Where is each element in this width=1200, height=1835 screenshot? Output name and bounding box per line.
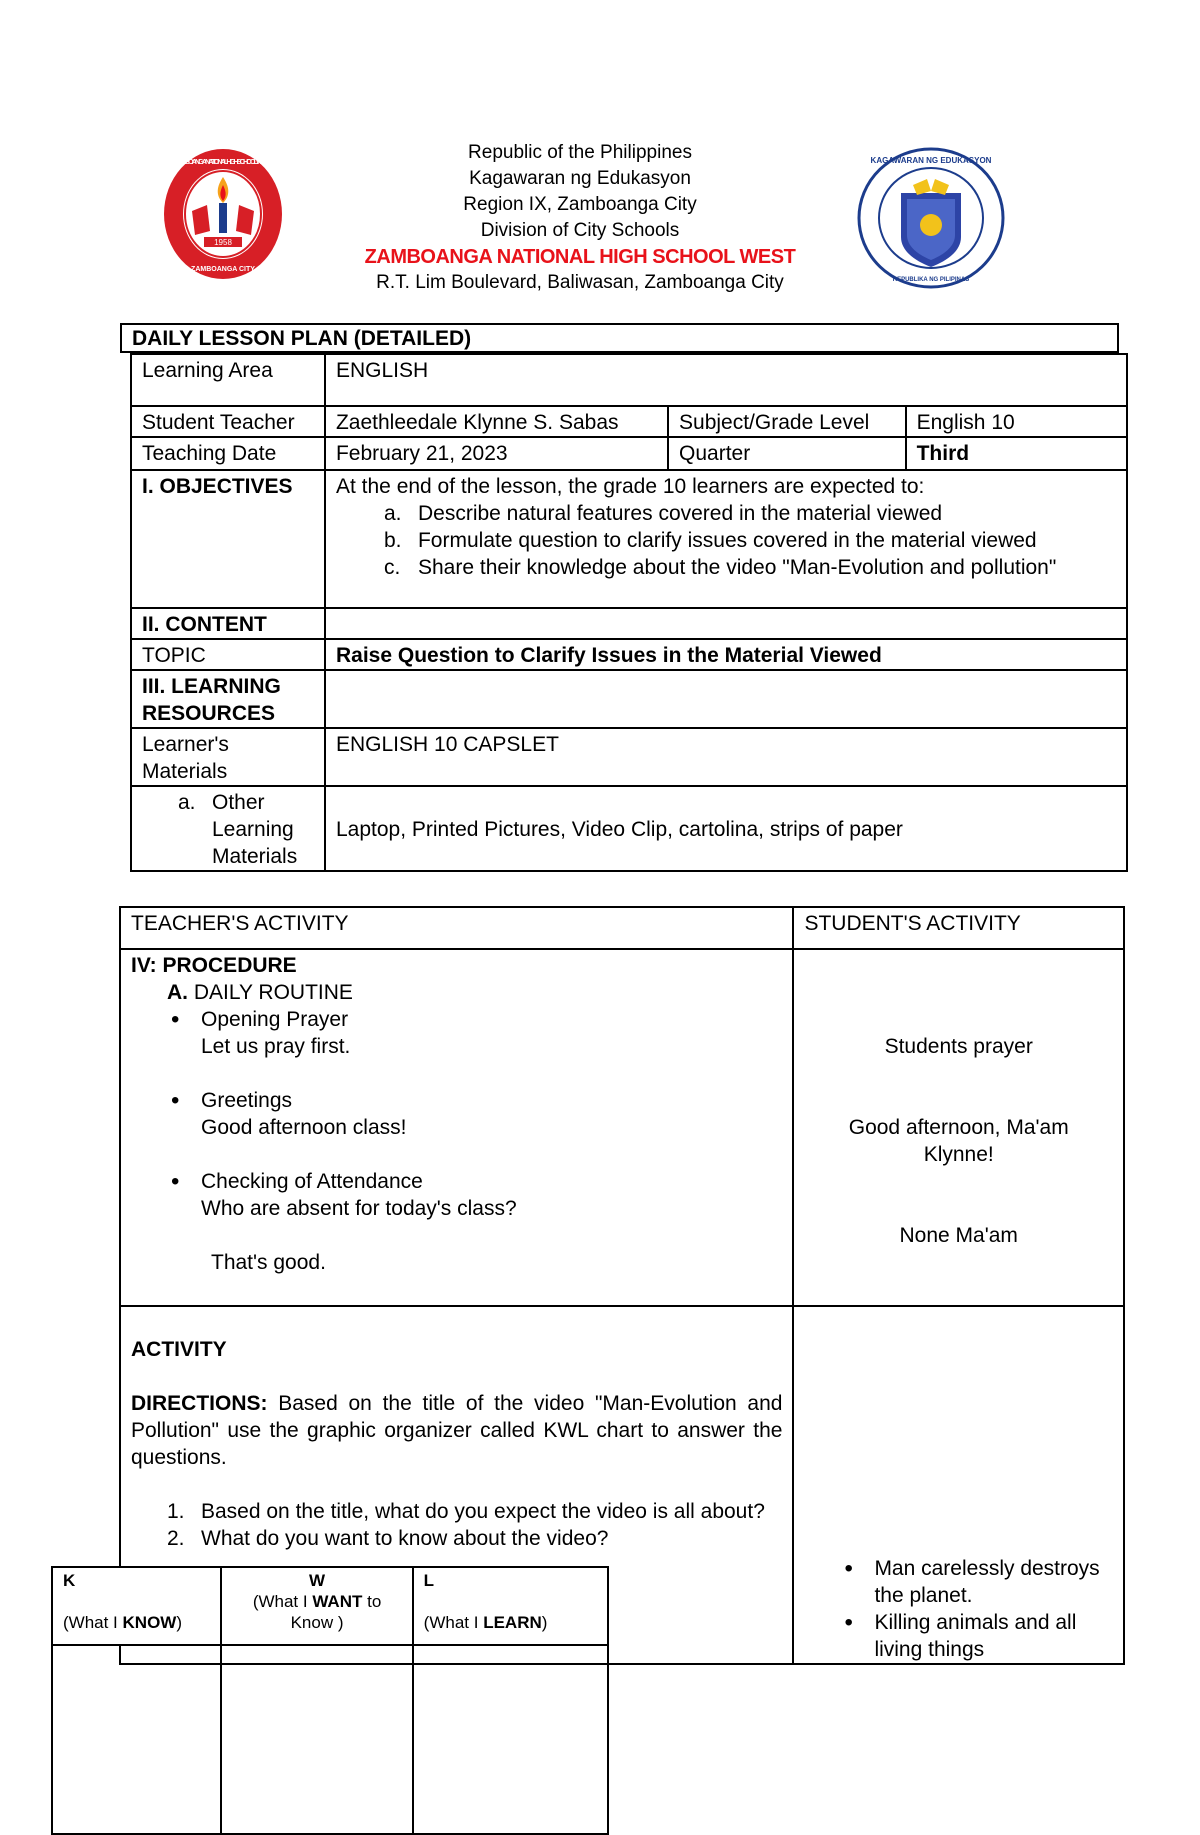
greetings-label: • Greetings	[201, 1089, 293, 1112]
content-label: II. CONTENT	[131, 608, 325, 639]
kwl-l-text	[424, 1612, 597, 1633]
topic-row	[131, 639, 1127, 670]
question-item	[131, 1525, 782, 1552]
kwl-l-post: )	[541, 1613, 548, 1632]
kwl-l-answer	[413, 1645, 608, 1834]
other-materials-row	[131, 786, 1127, 871]
quarter-value: Third	[906, 437, 1127, 470]
objective-text: Formulate question to clarify issues covered in the material viewed	[417, 529, 1037, 552]
kwl-w-text	[232, 1591, 401, 1633]
other-materials-label-cell	[131, 786, 325, 871]
student-teacher-value: Zaethleedale Klynne S. Sabas	[325, 406, 668, 437]
resources-value	[325, 670, 1127, 728]
kwl-table	[51, 1566, 609, 1835]
procedure-title: IV: PROCEDURE	[131, 954, 297, 977]
school-name: ZAMBOANGA NATIONAL HIGH SCHOOL WEST	[364, 246, 796, 268]
objectives-cell	[325, 470, 1127, 608]
subject-value: English 10	[906, 406, 1127, 437]
student-activity-cell	[793, 1306, 1124, 1664]
attendance-label: • Checking of Attendance	[201, 1170, 423, 1193]
daily-routine-heading	[131, 979, 782, 1006]
question-list	[131, 1498, 782, 1552]
learners-materials-value: ENGLISH 10 CAPSLET	[325, 728, 1127, 786]
kwl-w-bold: WANT	[312, 1592, 363, 1611]
kwl-k-text	[63, 1612, 210, 1633]
student-spacer	[804, 952, 1113, 1033]
student-routine-cell	[793, 949, 1124, 1306]
kwl-l-letter: L	[423, 1571, 435, 1590]
region-line: Region IX, Zamboanga City	[463, 194, 697, 215]
objective-item	[336, 554, 1116, 581]
kwl-k-letter: K	[63, 1571, 76, 1590]
question-marker: 2.	[167, 1527, 185, 1550]
subject-label: Subject/Grade Level	[668, 406, 906, 437]
activity-spacer	[131, 1471, 782, 1498]
routine-marker: A.	[167, 981, 188, 1004]
kwl-w-pre: (What I	[252, 1592, 313, 1611]
letterhead	[330, 140, 830, 296]
procedure-table	[119, 906, 1125, 1665]
activity-spacer	[131, 1309, 782, 1336]
good-text: That's good.	[211, 1251, 326, 1274]
objective-text: Describe natural features covered in the material viewed	[417, 502, 943, 525]
teacher-activity-header: TEACHER'S ACTIVITY	[120, 907, 793, 949]
kwl-k-answer	[52, 1645, 221, 1834]
other-materials-value: Laptop, Printed Pictures, Video Clip, cartolina, strips of paper	[325, 786, 1127, 871]
student-spacer	[804, 1309, 1113, 1555]
routine-list	[131, 1006, 782, 1222]
objective-marker: c.	[383, 556, 401, 579]
kwl-l-pre: (What I	[423, 1613, 484, 1632]
objectives-intro: At the end of the lesson, the grade 10 learners are expected to:	[335, 475, 925, 498]
teaching-date-row	[131, 437, 1127, 470]
kwl-k-pre: (What I	[63, 1613, 123, 1632]
other-materials-item	[142, 789, 312, 870]
directions-text: Based on the title of the video "Man-Evolution and Pollution" use the graphic organizer called KWL chart to answer the questions.	[131, 1392, 783, 1469]
prayer-text: Let us pray first.	[201, 1035, 351, 1058]
directions-label: DIRECTIONS:	[131, 1392, 268, 1415]
objectives-label: I. OBJECTIVES	[131, 470, 325, 608]
kwl-spacer	[424, 1591, 597, 1612]
learners-materials-label: Learner's Materials	[131, 728, 325, 786]
routine-item	[131, 1006, 782, 1060]
kwl-l-header	[413, 1567, 608, 1645]
seal-year: 1958	[214, 238, 232, 247]
question-text: What do you want to know about the video?	[201, 1527, 609, 1550]
student-answer-list	[804, 1555, 1113, 1663]
objective-item	[336, 527, 1116, 554]
learning-area-value: ENGLISH	[325, 354, 1127, 406]
routine-label: DAILY ROUTINE	[193, 981, 353, 1004]
activity-label: ACTIVITY	[131, 1338, 227, 1361]
kwl-w-letter: W	[309, 1571, 326, 1590]
kwl-answer-row	[52, 1645, 608, 1834]
routine-item	[131, 1087, 782, 1141]
kwl-k-post: )	[176, 1613, 183, 1632]
other-materials-label: Other Learning Materials	[212, 791, 298, 868]
kwl-w-answer	[221, 1645, 412, 1834]
department-line: Kagawaran ng Edukasyon	[469, 168, 691, 189]
topic-label: TOPIC	[131, 639, 325, 670]
learners-materials-row	[131, 728, 1127, 786]
student-teacher-label: Student Teacher	[131, 406, 325, 437]
student-answer: • Killing animals and all living things	[804, 1609, 1103, 1663]
content-value	[325, 608, 1127, 639]
student-spacer	[804, 1060, 1113, 1114]
quarter-label: Quarter	[668, 437, 906, 470]
prayer-label: • Opening Prayer	[201, 1008, 349, 1031]
activity-spacer	[131, 1363, 782, 1390]
routine-item	[131, 1168, 782, 1222]
topic-value: Raise Question to Clarify Issues in the Material Viewed	[325, 639, 1127, 670]
learning-area-label: Learning Area	[131, 354, 325, 406]
republic-line: Republic of the Philippines	[468, 142, 692, 163]
kwl-spacer	[63, 1591, 210, 1612]
objective-text: Share their knowledge about the video "Man-Evolution and pollution"	[417, 556, 1057, 579]
school-address: R.T. Lim Boulevard, Baliwasan, Zamboanga City	[376, 272, 784, 293]
learning-area-row	[131, 354, 1127, 406]
objective-marker: a.	[383, 502, 402, 525]
deped-bottom-text: REPUBLIKA NG PILIPINAS	[892, 277, 970, 283]
kwl-l-bold: LEARN	[483, 1613, 542, 1632]
kwl-w-header	[221, 1567, 412, 1645]
student-answer: • Man carelessly destroys the planet.	[804, 1555, 1103, 1609]
daily-routine-row	[120, 949, 1124, 1306]
content-row	[131, 608, 1127, 639]
lesson-plan-title: DAILY LESSON PLAN (DETAILED)	[120, 323, 1119, 353]
kwl-header-row	[52, 1567, 608, 1645]
kwl-w-post: to Know )	[290, 1592, 382, 1632]
kwl-chart	[51, 1566, 609, 1835]
directions	[131, 1390, 782, 1471]
objectives-row	[131, 470, 1127, 608]
resources-label: III. LEARNING RESOURCES	[131, 670, 325, 728]
greetings-text: Good afternoon class!	[201, 1116, 407, 1139]
deped-arc-text: KAGAWARAN NG EDUKASYON	[870, 156, 992, 165]
teaching-date-label: Teaching Date	[131, 437, 325, 470]
objective-item	[336, 500, 1116, 527]
seal-bottom-text: ZAMBOANGA CITY	[191, 266, 255, 273]
school-seal-logo	[162, 147, 284, 282]
student-spacer	[804, 1168, 1113, 1222]
student-teacher-row	[131, 406, 1127, 437]
lesson-info-table	[130, 353, 1128, 872]
kwl-k-bold: KNOW	[122, 1613, 177, 1632]
student-none: None Ma'am	[899, 1224, 1018, 1247]
student-activity-header: STUDENT'S ACTIVITY	[793, 907, 1124, 949]
resources-row	[131, 670, 1127, 728]
kwl-k-header	[52, 1567, 221, 1645]
student-greeting: Good afternoon, Ma'am Klynne!	[848, 1116, 1069, 1166]
question-marker: 1.	[167, 1500, 185, 1523]
deped-seal-logo	[857, 147, 1005, 290]
attendance-text: Who are absent for today's class?	[201, 1197, 517, 1220]
objective-marker: b.	[383, 529, 402, 552]
division-line: Division of City Schools	[480, 220, 680, 241]
question-item	[131, 1498, 782, 1525]
seal-arc-text: ZAMBOANGA NATIONAL HIGH SCHOOL WEST	[175, 159, 271, 166]
procedure-header-row	[120, 907, 1124, 949]
other-marker: a.	[178, 791, 196, 814]
teaching-date-value: February 21, 2023	[325, 437, 668, 470]
question-text: Based on the title, what do you expect the video is all about?	[201, 1500, 765, 1523]
teacher-routine-cell	[120, 949, 793, 1306]
student-prayer: Students prayer	[884, 1035, 1033, 1058]
objectives-list	[336, 500, 1116, 581]
